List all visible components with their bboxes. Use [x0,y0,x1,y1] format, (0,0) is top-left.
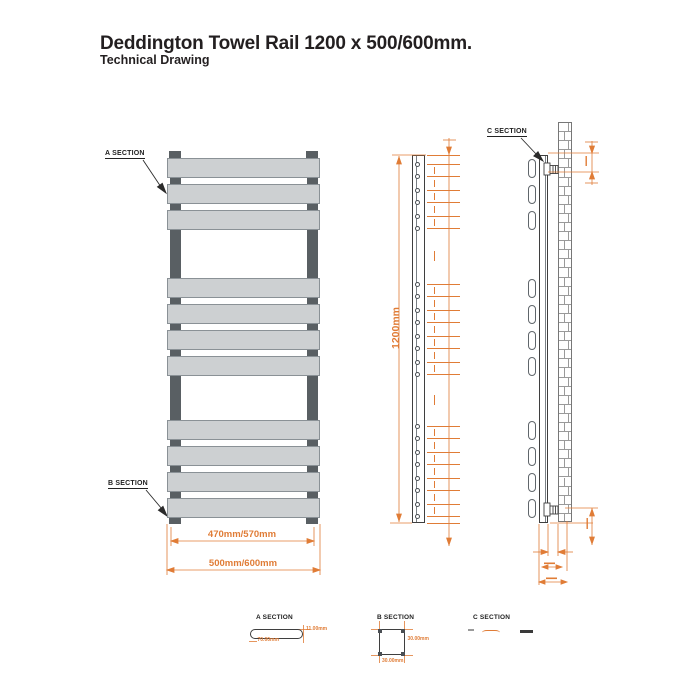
chain-tick [427,426,460,427]
brick-joint [564,496,565,504]
brick-row [559,487,571,496]
brick-joint [568,505,569,513]
detail-c-fragment-text-mark [468,629,474,631]
chain-tick [427,523,460,524]
brick-joint [568,378,569,386]
towel-panel [167,278,320,298]
brick-row [559,287,571,296]
brick-joint [568,159,569,167]
chain-tick [427,155,460,156]
dim-height-text: 1200mm [390,306,402,350]
brick-row [559,414,571,423]
detail-b-corner-mark [401,629,405,633]
brick-row [559,123,571,132]
rail-upright-segment-left [170,376,181,420]
dim-inner-width-text: 470mm/570mm [207,529,277,540]
leader-a-arrow [158,183,167,193]
chain-spacing-text-mark [434,180,436,187]
mounting-hole [415,282,420,287]
chain-spacing-text-mark [434,365,436,372]
chain-tick [427,452,460,453]
brick-joint [568,268,569,276]
brick-row [559,341,571,350]
chain-spacing-text-mark [434,455,436,462]
detail-b-corner-mark [378,652,382,656]
brick-joint [568,468,569,476]
brick-joint [564,259,565,267]
mounting-hole [415,514,420,519]
brick-joint [564,223,565,231]
brick-row [559,141,571,150]
brick-joint [568,487,569,495]
brick-row [559,305,571,314]
detail-b-width-text: 30.00mm [382,657,404,664]
detail-c-fragment-arc [482,630,500,635]
leader-b [146,490,162,509]
chain-tick [427,322,460,323]
brick-joint [568,250,569,258]
towel-panel [167,330,320,350]
brick-row [559,441,571,450]
brick-row [559,423,571,432]
brick-joint [564,368,565,376]
panel-profile-pill [528,331,536,350]
chain-tick [427,504,460,505]
chain-tick [427,348,460,349]
brick-joint [564,205,565,213]
chain-spacing-text-mark [434,481,436,488]
brick-row [559,405,571,414]
brick-row [559,150,571,159]
mounting-hole [415,320,420,325]
chain-tick [427,310,460,311]
brick-row [559,314,571,323]
mounting-hole [415,436,420,441]
detail-a-thickness-text: 11.00mm [306,625,328,632]
brick-joint [568,414,569,422]
chain-tick [427,516,460,517]
towel-panel [167,356,320,376]
chain-spacing-text-mark [434,300,436,307]
mounting-hole [415,188,420,193]
chain-spacing-text-mark [434,251,436,261]
panel-profile-pill [528,279,536,298]
chain-spacing-text-mark [434,313,436,320]
mounting-hole [415,476,420,481]
brick-joint [568,178,569,186]
chain-tick [427,478,460,479]
brick-row [559,368,571,377]
brick-row [559,187,571,196]
detail-b-label: B SECTION [377,614,415,621]
rail-upright-segment-left [170,230,181,278]
brick-joint [568,396,569,404]
top-bracket-stem [550,166,558,174]
brick-joint [564,168,565,176]
mounting-hole [415,174,420,179]
side-elevation-bar-inner-line [416,156,417,522]
brick-joint [568,450,569,458]
brick-row [559,505,571,514]
brick-joint [564,278,565,286]
mounting-hole [415,502,420,507]
brick-row [559,168,571,177]
brick-joint [564,441,565,449]
mounting-hole [415,334,420,339]
towel-panel [167,304,320,324]
towel-panel [167,472,320,492]
brick-joint [568,232,569,240]
brick-joint [564,296,565,304]
brick-joint [568,123,569,131]
brick-row [559,450,571,459]
panel-profile-pill [528,305,536,324]
brick-row [559,350,571,359]
chain-tick [427,296,460,297]
brick-row [559,396,571,405]
leader-a [143,160,161,187]
brick-row [559,514,571,522]
brick-joint [564,387,565,395]
chain-spacing-text-mark [434,219,436,226]
mounting-hole [415,294,420,299]
brick-joint [564,514,565,522]
leader-b-arrow [158,506,167,516]
section-a-label: A SECTION [105,150,145,157]
brick-row [559,278,571,287]
chain-tick [427,438,460,439]
detail-a-width-text: 70.00mm [257,636,279,643]
chain-tick [427,228,460,229]
detail-a-label: A SECTION [256,614,293,621]
chain-spacing-text-mark [434,339,436,346]
panel-profile-pill [528,447,536,466]
wall-view-upright-inner-line [545,156,546,522]
mounting-hole [415,360,420,365]
brick-joint [564,332,565,340]
brick-joint [564,241,565,249]
wall-view-upright [539,155,548,523]
brick-row [559,459,571,468]
brick-row [559,259,571,268]
brick-row [559,232,571,241]
chain-spacing-text-mark [434,287,436,294]
brick-joint [564,459,565,467]
mounting-hole [415,200,420,205]
brick-row [559,468,571,477]
brick-joint [564,423,565,431]
brick-row [559,268,571,277]
detail-b-corner-mark [401,652,405,656]
chain-spacing-text-mark [434,352,436,359]
mounting-hole [415,214,420,219]
bottom-bracket-stem [550,506,558,514]
chain-tick [427,164,460,165]
mounting-hole [415,372,420,377]
brick-joint [568,141,569,149]
chain-spacing-text-mark [434,494,436,501]
brick-joint [564,350,565,358]
detail-b-corner-mark [378,629,382,633]
brick-joint [568,305,569,313]
brick-joint [568,432,569,440]
chain-spacing-text-mark [434,395,436,405]
brick-joint [568,341,569,349]
brick-joint [568,214,569,222]
brick-row [559,496,571,505]
brick-row [559,178,571,187]
chain-spacing-text-mark [434,507,436,514]
brick-row [559,132,571,141]
brick-joint [564,132,565,140]
brick-row [559,223,571,232]
chain-spacing-text-mark [434,468,436,475]
brick-row [559,159,571,168]
rail-upright-segment-right [307,230,318,278]
detail-c-label: C SECTION [473,614,511,621]
towel-panel [167,446,320,466]
panel-profile-pill [528,473,536,492]
brick-joint [568,287,569,295]
panel-profile-pill [528,421,536,440]
chain-spacing-text-mark [434,429,436,436]
chain-tick [427,284,460,285]
brick-row [559,205,571,214]
towel-panel [167,498,320,518]
panel-profile-pill [528,499,536,518]
detail-c-fragment-bar [520,630,533,633]
brick-joint [564,150,565,158]
towel-panel [167,420,320,440]
brick-joint [564,314,565,322]
brick-row [559,478,571,487]
mounting-hole [415,450,420,455]
brick-joint [568,359,569,367]
chain-tick [427,190,460,191]
towel-panel [167,158,320,178]
mounting-hole [415,162,420,167]
panel-profile-pill [528,185,536,204]
page-title: Deddington Towel Rail 1200 x 500/600mm. [100,33,472,54]
mounting-hole [415,488,420,493]
panel-profile-pill [528,159,536,178]
brick-joint [564,187,565,195]
chain-spacing-text-mark [434,206,436,213]
towel-panel [167,210,320,230]
brick-row [559,332,571,341]
brick-row [559,250,571,259]
chain-tick [427,202,460,203]
chain-tick [427,216,460,217]
brick-row [559,196,571,205]
brick-joint [564,478,565,486]
brick-row [559,387,571,396]
chain-tick [427,464,460,465]
brick-joint [564,405,565,413]
mounting-hole [415,462,420,467]
panel-profile-pill [528,357,536,376]
mounting-hole [415,346,420,351]
brick-row [559,214,571,223]
rail-upright-segment-right [307,376,318,420]
brick-row [559,378,571,387]
dim-outer-width-text: 500mm/600mm [208,558,278,569]
chain-tick [427,362,460,363]
chain-spacing-text-mark [434,326,436,333]
chain-spacing-text-mark [434,442,436,449]
section-b-label: B SECTION [108,480,148,487]
brick-row [559,241,571,250]
panel-profile-pill [528,211,536,230]
leader-c [521,138,537,155]
towel-panel [167,184,320,204]
brick-row [559,323,571,332]
wall-hatch [558,122,572,522]
chain-tick [427,374,460,375]
mounting-hole [415,424,420,429]
brick-row [559,432,571,441]
chain-spacing-text-mark [434,167,436,174]
brick-joint [568,323,569,331]
detail-b-height-text: 30.00mm [407,635,429,642]
brick-row [559,359,571,368]
brick-joint [568,196,569,204]
page-subtitle: Technical Drawing [100,53,210,67]
section-c-label: C SECTION [487,128,527,135]
brick-row [559,296,571,305]
chain-tick [427,176,460,177]
chain-tick [427,490,460,491]
chain-tick [427,336,460,337]
chain-spacing-text-mark [434,193,436,200]
mounting-hole [415,308,420,313]
side-elevation-bar [412,155,425,523]
mounting-hole [415,226,420,231]
